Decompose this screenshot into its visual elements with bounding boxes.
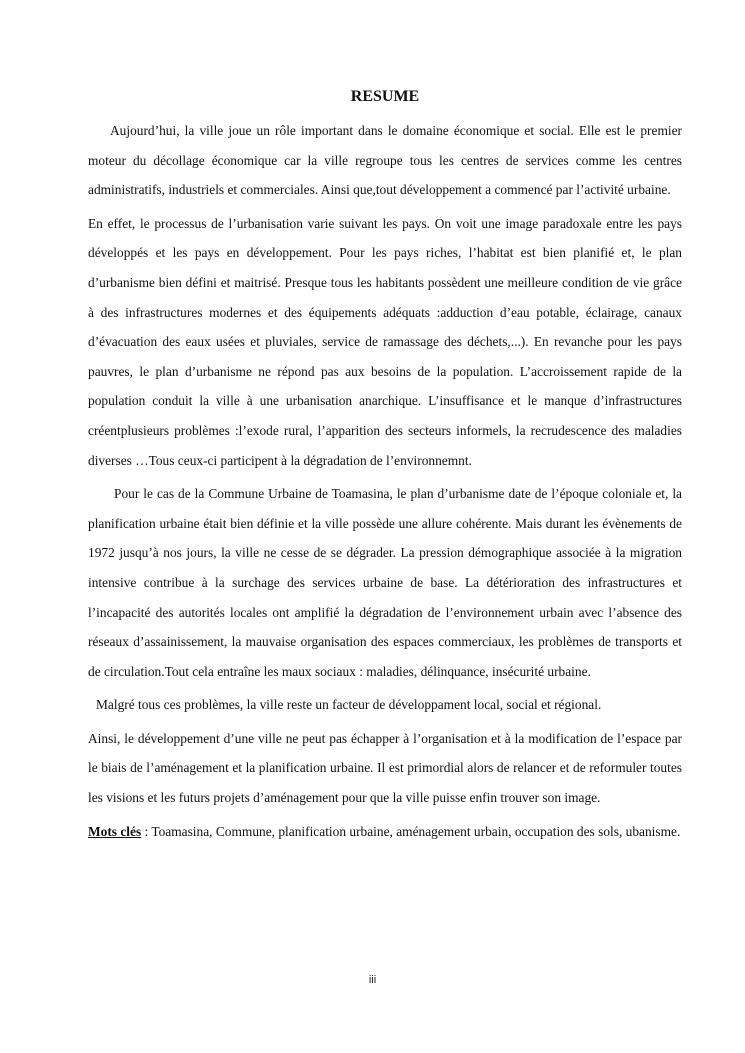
keywords-text: Toamasina, Commune, planification urbaine, aménagement urbain, occupation des sols, ubanisme. — [151, 823, 681, 839]
paragraph-toamasina: Pour le cas de la Commune Urbaine de Toamasina, le plan d’urbanisme date de l’époque coloniale et, la planification urbaine était bien définie et la ville possède une allure cohérente. Mais durant les évènements de 1972 jusqu’à nos jours, la ville ne cesse de se dégrader. La pression démographique associée à la migration intensive contribue à la surchage des services urbaine de base. La détérioration des infrastructures et l’incapacité des autorités locales ont amplifié la dégradation de l’environnement urbain avec l’absence des réseaux d’assainissement, la mauvaise organisation des espaces commerciaux, les problèmes de transports et de circulation.Tout cela entraîne les maux sociaux : maladies, délinquance, insécurité urbaine. — [88, 486, 682, 679]
keywords-separator: : — [141, 823, 152, 839]
page-title: RESUME — [350, 88, 420, 105]
page-number: iii — [368, 974, 377, 986]
keywords-label: Mots clés — [88, 823, 142, 839]
paragraph-urbanisation: En effet, le processus de l’urbanisation varie suivant les pays. On voit une image paradoxale entre les pays développés et les pays en développement. Pour les pays riches, l’habitat est bien planifié et, le plan d’urbanisme bien défini et maitrisé. Presque tous les habitants possèdent une meilleure condition de vie grâce à des infrastructures modernes et des équipements adéquats :adduction d’eau potable, éclairage, canaux d’évacuation des eaux usées et pluviales, service de ramassage des déchets,...). En revanche pour les pays pauvres, le plan d’urbanisme ne répond pas aux besoins de la population. L’accroissement rapide de la population conduit la ville à une urbanisation anarchique. L’insuffisance et le manque d’infrastructures créentplusieurs problèmes :l’exode rural, l’apparition des secteurs informels, la recrudescence des maladies diverses …Tous ceux-ci participent à la dégradation de l’environnemnt. — [88, 215, 682, 468]
paragraph-intro: Aujourd’hui, la ville joue un rôle important dans le domaine économique et social. Elle est le premier moteur du décollage économique car la ville regroupe tous les centres de services comme les centres administratifs, industriels et commerciales. Ainsi que,tout développement a commencé par l’activité urbaine. — [88, 123, 682, 198]
keywords — [88, 817, 682, 847]
document-page — [88, 88, 682, 850]
paragraph-conclusion: Ainsi, le développement d’une ville ne peut pas échapper à l’organisation et à la modification de l’espace par le biais de l’aménagement et la planification urbaine. Il est primordial alors de relancer et de reformuler toutes les visions et les futurs projets d’aménagement pour que la ville puisse enfin trouver son image. — [88, 730, 682, 806]
paragraph-malgre: Malgré tous ces problèmes, la ville reste un facteur de développament local, social et régional. — [96, 697, 602, 713]
